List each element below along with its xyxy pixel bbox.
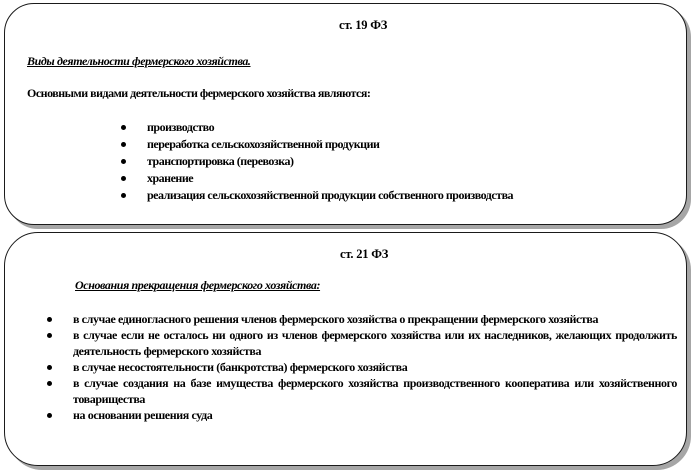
list-item: хранение bbox=[115, 170, 513, 187]
article-19-card bbox=[4, 3, 687, 225]
termination-grounds-heading: Основания прекращения фермерского хозяйства: bbox=[75, 278, 321, 292]
activity-types-intro: Основными видами деятельности фермерского хозяйства являются: bbox=[27, 86, 371, 100]
article-21-title: ст. 21 ФЗ bbox=[340, 247, 389, 261]
list-item: в случае если не осталось ни одного из членов фермерского хозяйства или их наследников, желающих продолжить деятельность фермерского хозяйства bbox=[43, 327, 677, 359]
activity-types-heading: Виды деятельности фермерского хозяйства. bbox=[27, 54, 251, 68]
list-item: в случае единогласного решения членов фермерского хозяйства о прекращении фермерского хозяйства bbox=[43, 311, 677, 327]
list-item: реализация сельскохозяйственной продукции собственного производства bbox=[115, 187, 513, 204]
activity-types-list bbox=[115, 119, 513, 204]
list-item: в случае несостоятельности (банкротства) фермерского хозяйства bbox=[43, 359, 677, 375]
article-21-card bbox=[4, 232, 687, 466]
article-19-title: ст. 19 ФЗ bbox=[339, 18, 388, 32]
termination-grounds-list bbox=[43, 311, 677, 423]
list-item: в случае создания на базе имущества фермерского хозяйства производственного кооператива или хозяйственного товарищества bbox=[43, 375, 677, 407]
list-item: переработка сельскохозяйственной продукции bbox=[115, 136, 513, 153]
list-item: производство bbox=[115, 119, 513, 136]
list-item: на основании решения суда bbox=[43, 407, 677, 423]
list-item: транспортировка (перевозка) bbox=[115, 153, 513, 170]
